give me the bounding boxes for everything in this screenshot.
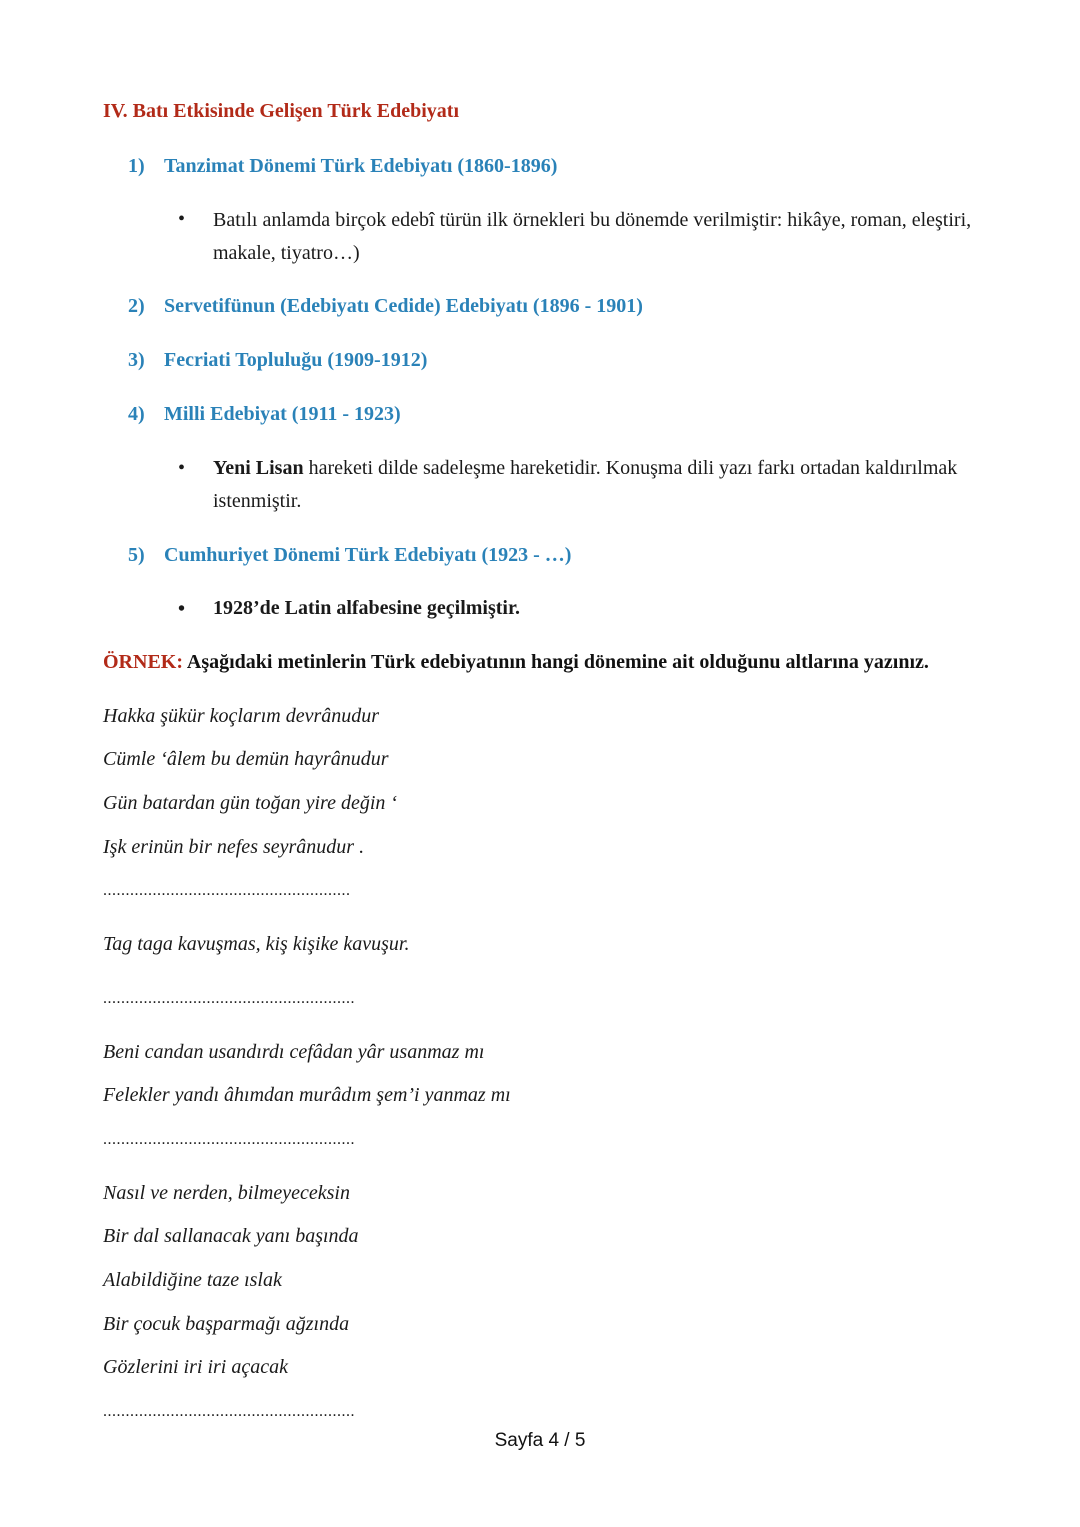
period-heading <box>128 544 571 567</box>
page-number: Sayfa 4 / 5 <box>494 1430 586 1451</box>
period-heading <box>128 295 643 318</box>
example-label: ÖRNEK: <box>103 651 183 673</box>
period-title: Fecriati Topluluğu (1909-1912) <box>164 349 428 371</box>
period-number: 1) <box>128 155 145 177</box>
bullet-marker: • <box>178 598 186 620</box>
answer-blank[interactable]: ........................................................ <box>103 1403 355 1420</box>
bullet-marker: • <box>178 457 186 479</box>
poem-line: Nasıl ve nerden, bilmeyeceksin <box>103 1182 350 1204</box>
bullet-bold-term: Yeni Lisan <box>213 457 304 479</box>
poem-line: Bir dal sallanacak yanı başında <box>103 1225 359 1247</box>
period-heading <box>128 349 427 372</box>
poem-line: Gözlerini iri iri açacak <box>103 1356 288 1378</box>
answer-blank[interactable]: ........................................................ <box>103 990 355 1007</box>
poem-line: Felekler yandı âhımdan murâdım şem’i yanmaz mı <box>103 1084 511 1106</box>
answer-blank[interactable]: ....................................................... <box>103 882 351 899</box>
bullet-text-cumhuriyet: 1928’de Latin alfabesine geçilmiştir. <box>213 597 521 619</box>
period-title: Servetifünun (Edebiyatı Cedide) Edebiyatı (1896 - 1901) <box>164 295 643 317</box>
example-instruction <box>103 651 929 674</box>
poem-line: Alabildiğine taze ıslak <box>103 1269 282 1291</box>
bullet-rest: hareketi dilde sadeleşme hareketidir. Konuşma dili yazı farkı ortadan kaldırılmak istenmiştir. <box>213 457 958 512</box>
period-number: 2) <box>128 295 145 317</box>
period-number: 3) <box>128 349 145 371</box>
period-heading <box>128 155 557 178</box>
period-number: 4) <box>128 403 145 425</box>
bullet-text-milli <box>213 452 983 518</box>
poem-line: Gün batardan gün toğan yire değin ‘ <box>103 792 398 814</box>
bullet-text-tanzimat: Batılı anlamda birçok edebî türün ilk örnekleri bu dönemde verilmiştir: hikâye, roman, eleştiri, makale, tiyatro…) <box>213 209 972 264</box>
example-text: Aşağıdaki metinlerin Türk edebiyatının hangi dönemine ait olduğunu altlarına yazınız. <box>183 651 929 673</box>
poem-line: Işk erinün bir nefes seyrânudur . <box>103 836 365 858</box>
period-title: Cumhuriyet Dönemi Türk Edebiyatı (1923 - …) <box>164 544 572 566</box>
poem-line: Beni candan usandırdı cefâdan yâr usanmaz mı <box>103 1041 485 1063</box>
answer-blank[interactable]: ........................................................ <box>103 1131 355 1148</box>
period-heading <box>128 403 401 426</box>
poem-line: Bir çocuk başparmağı ağzında <box>103 1313 350 1335</box>
poem-line: Tag taga kavuşmas, kiş kişike kavuşur. <box>103 933 410 955</box>
section-title: IV. Batı Etkisinde Gelişen Türk Edebiyatı <box>103 100 460 122</box>
period-title: Tanzimat Dönemi Türk Edebiyatı (1860-1896) <box>164 155 558 177</box>
bullet-marker: • <box>178 208 186 230</box>
period-title: Milli Edebiyat (1911 - 1923) <box>164 403 401 425</box>
period-number: 5) <box>128 544 145 566</box>
poem-line: Hakka şükür koçlarım devrânudur <box>103 705 380 727</box>
poem-line: Cümle ‘âlem bu demün hayrânudur <box>103 748 389 770</box>
